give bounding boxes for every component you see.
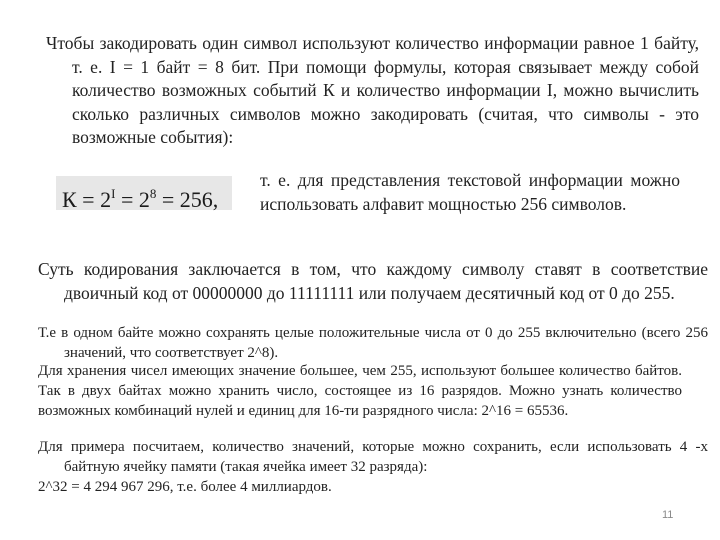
result-line: 2^32 = 4 294 967 296, т.е. более 4 миллиардов. <box>38 479 332 495</box>
formula-rhs: = 256, <box>156 187 219 212</box>
byte-range-paragraph: Т.е в одном байте можно сохранять целые положительные числа от 0 до 255 включительно (всего 256 значений, что соответствует 2^8). <box>38 325 708 361</box>
formula-note: т. е. для представления текстовой информации можно использовать алфавит мощностью 256 символов. <box>260 170 680 214</box>
formula-lhs: К = 2 <box>62 187 112 212</box>
intro-paragraph: Чтобы закодировать один символ используют количество информации равное 1 байту, т. е. I = 1 байт = 8 бит. При помощи формулы, которая связывает между собой количество возможных событий К и количество информации I, можно вычислить сколько различных символов можно закодировать (считая, что символы - это возможные события): <box>46 33 699 147</box>
formula-exponent-i: I <box>111 186 116 201</box>
larger-numbers-paragraph: Для хранения чисел имеющих значение большее, чем 255, используют большее количество байтов. Так в двух байтах можно хранить число, состоящее из 16 разрядов. Можно узнать количество возможных комбинаций нулей и единиц для 16-ти разрядного числа: 2^16 = 65536. <box>38 363 682 419</box>
example-paragraph: Для примера посчитаем, количество значений, которые можно сохранить, если использовать 4 -х байтную ячейку памяти (такая ячейка имеет 32 разряда): <box>38 439 708 475</box>
essence-paragraph: Суть кодирования заключается в том, что каждому символу ставят в соответствие двоичный код от 00000000 до 11111111 или получаем десятичный код от 0 до 255. <box>38 259 708 303</box>
formula <box>62 181 218 213</box>
formula-exponent-8: 8 <box>149 186 157 201</box>
formula-mid: = 2 <box>115 187 150 212</box>
page-number: 11 <box>662 509 674 521</box>
